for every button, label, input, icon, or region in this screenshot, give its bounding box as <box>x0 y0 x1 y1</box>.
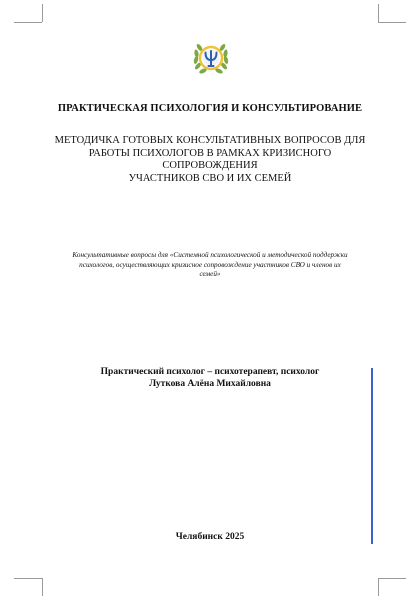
subtitle-line: РАБОТЫ ПСИХОЛОГОВ В РАМКАХ КРИЗИСНОГО СОПРОВОЖДЕНИЯ <box>88 147 332 171</box>
author-role: Практический психолог – психотерапевт, психолог <box>100 367 320 377</box>
crop-mark-bottom-left-h <box>14 578 42 579</box>
psi-emblem-icon <box>189 36 233 80</box>
subtitle-line: МЕТОДИЧКА ГОТОВЫХ КОНСУЛЬТАТИВНЫХ ВОПРОСОВ ДЛЯ <box>54 135 366 146</box>
crop-mark-top-left-h <box>14 22 42 23</box>
crop-mark-top-right-v <box>378 4 379 22</box>
author-name: Луткова Алёна Михайловна <box>149 378 271 389</box>
crop-mark-bottom-left-v <box>42 578 43 596</box>
document-subtitle <box>40 135 380 185</box>
crop-mark-top-left-v <box>42 4 43 22</box>
vertical-guide-line <box>371 368 373 544</box>
crop-mark-bottom-right-h <box>378 578 406 579</box>
description-line: семей» <box>199 270 221 278</box>
description-line: Консультативные вопросы для «Системной психологической и методической поддержки <box>72 251 348 259</box>
city-year: Челябинск 2025 <box>175 532 245 542</box>
author-block <box>60 367 360 390</box>
crop-mark-top-right-h <box>378 22 406 23</box>
crop-mark-bottom-right-v <box>378 578 379 596</box>
subtitle-line: УЧАСТНИКОВ СВО И ИХ СЕМЕЙ <box>128 172 292 184</box>
document-title: ПРАКТИЧЕСКАЯ ПСИХОЛОГИЯ И КОНСУЛЬТИРОВАНИЕ <box>57 103 363 114</box>
description-line: психологов, осуществляющих кризисное сопровождение участников СВО и членов их <box>79 260 341 269</box>
document-description <box>50 251 370 280</box>
